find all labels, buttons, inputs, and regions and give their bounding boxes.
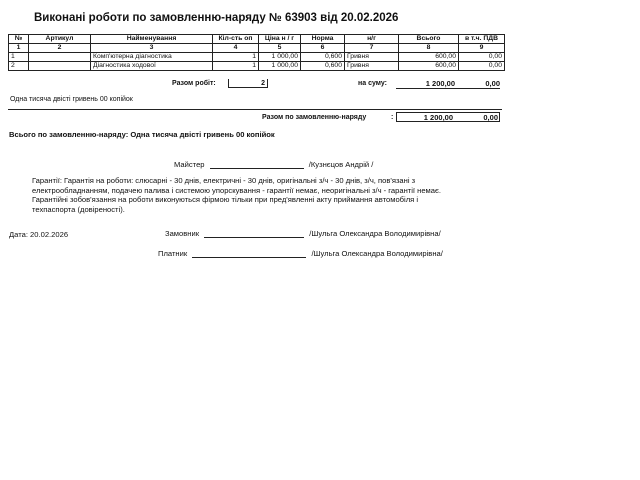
row-unit: Гривня xyxy=(345,53,399,62)
row-vat: 0,00 xyxy=(459,62,505,71)
row-vat: 0,00 xyxy=(459,53,505,62)
header-total: Всього xyxy=(399,35,459,44)
document-date: Дата: 20.02.2026 xyxy=(9,230,69,239)
col-number: 8 xyxy=(399,44,459,53)
row-norm: 0,600 xyxy=(301,53,345,62)
col-number: 9 xyxy=(459,44,505,53)
col-number: 3 xyxy=(91,44,213,53)
row-qty: 1 xyxy=(213,53,259,62)
row-unit: Гривня xyxy=(345,62,399,71)
col-number: 7 xyxy=(345,44,399,53)
row-name: Діагностика ходової xyxy=(91,62,213,71)
divider xyxy=(8,109,502,110)
signature-line xyxy=(210,168,304,169)
header-norm: Норма xyxy=(301,35,345,44)
header-qty: Кіл-сть оп xyxy=(213,35,259,44)
payer-label: Платник xyxy=(158,249,188,258)
header-name: Найменування xyxy=(91,35,213,44)
payer-signature xyxy=(158,249,443,258)
row-total: 600,00 xyxy=(399,62,459,71)
row-no: 1 xyxy=(9,53,29,62)
order-total-colon: : xyxy=(391,114,394,121)
row-name: Комп'ютерна діагностика xyxy=(91,53,213,62)
amount-in-words: Одна тисяча двісті гривень 00 копійок xyxy=(10,96,133,103)
table-header-row xyxy=(9,35,505,44)
master-name: /Кузнєцов Андрій / xyxy=(308,160,374,169)
col-number: 5 xyxy=(259,44,301,53)
header-vat: в т.ч. ПДВ xyxy=(459,35,505,44)
row-qty: 1 xyxy=(213,62,259,71)
row-article xyxy=(29,62,91,71)
row-article xyxy=(29,53,91,62)
table-row xyxy=(9,53,505,62)
sum-label: на суму: xyxy=(358,80,387,87)
works-total-qty: 2 xyxy=(228,79,268,88)
sum-amount: 1 200,00 xyxy=(396,79,455,89)
payer-name: /Шульга Олександра Володимирівна/ xyxy=(311,249,443,258)
row-price: 1 000,00 xyxy=(259,53,301,62)
row-price: 1 000,00 xyxy=(259,62,301,71)
row-no: 2 xyxy=(9,62,29,71)
table-column-numbers xyxy=(9,44,505,53)
customer-label: Замовник xyxy=(165,229,200,238)
col-number: 2 xyxy=(29,44,91,53)
header-price: Ціна н / г xyxy=(259,35,301,44)
col-number: 6 xyxy=(301,44,345,53)
sum-vat: 0,00 xyxy=(455,79,500,89)
col-number: 4 xyxy=(213,44,259,53)
warranty-text: Гарантії: Гарантія на роботи: слюсарні - 30 днів, електричні - 30 днів, оригінальні з/ч - 30 днів, з/ч, пов'язані з електрообладнанням, подачею палива і системою упорскування - гарантії немає, неоригінальні з/ч - гарантії немає. Гарантійні зобов'язання на роботи виконуються фірмою тільки при пред'явленні акту приймання автомобіля і техпаспорта (довіреності). xyxy=(32,176,441,214)
customer-name: /Шульга Олександра Володимирівна/ xyxy=(309,229,441,238)
order-total-words: Всього по замовленню-наряду: Одна тисяча двісті гривень 00 копійок xyxy=(9,130,275,139)
signature-line xyxy=(192,257,306,258)
row-norm: 0,600 xyxy=(301,62,345,71)
customer-signature xyxy=(165,229,441,238)
header-unit: н/г xyxy=(345,35,399,44)
col-number: 1 xyxy=(9,44,29,53)
table-row xyxy=(9,62,505,71)
order-total-label: Разом по замовленню-наряду xyxy=(262,114,367,121)
order-total-vat: 0,00 xyxy=(483,113,498,122)
row-total: 600,00 xyxy=(399,53,459,62)
header-article: Артикул xyxy=(29,35,91,44)
order-total-amount: 1 200,00 xyxy=(423,113,453,122)
works-total-label: Разом робіт: xyxy=(172,80,216,87)
signature-line xyxy=(204,237,304,238)
works-table xyxy=(8,34,505,71)
master-signature xyxy=(174,160,373,169)
document-title: Виконані роботи по замовленню-наряду № 63903 від 20.02.2026 xyxy=(34,12,399,24)
header-no: № xyxy=(9,35,29,44)
master-label: Майстер xyxy=(174,160,205,169)
